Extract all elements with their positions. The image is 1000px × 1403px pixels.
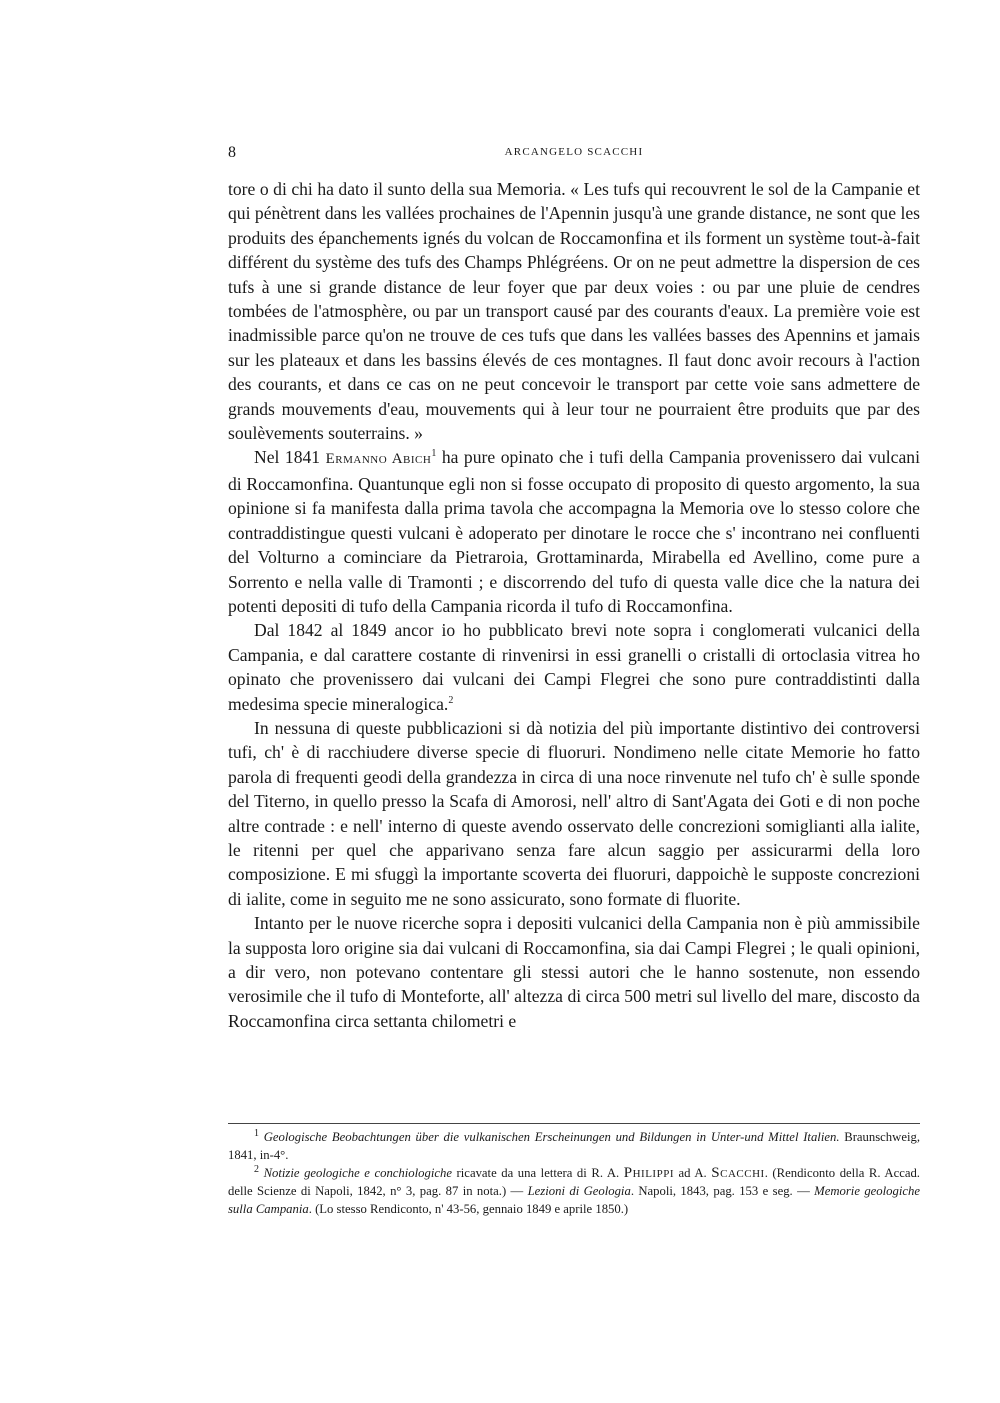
footnote-1 [228,1128,920,1164]
footnote-2-title-2: Lezioni di Geologia [527,1184,631,1198]
footnote-2 [228,1164,920,1218]
footnote-2-title-3: Memorie geologiche sulla Campania [228,1184,920,1216]
footnote-2-text-1: ricavate da una lettera di R. A. [452,1166,624,1180]
footnote-2-mark: 2 [254,1163,259,1175]
footnote-1-title: Geologische Beobachtungen über die vulkanischen Erscheinungen und Bildungen in Unter-und Mittel Italien. [263,1130,840,1144]
footnote-2-text-2: ad A. [673,1166,712,1180]
page-number: 8 [228,144,236,161]
footnote-divider [228,1123,920,1124]
paragraph-5: Intanto per le nuove ricerche sopra i depositi vulcanici della Campania non è più ammissibile la supposta loro origine sia dai vulcani di Roccamonfina, sia dai Campi Flegrei ; le quali opinioni, a dir vero, non potevano contentare gli stessi autori che le hanno sostenute, non essendo verosimile che il tufo di Monteforte, all' altezza di circa 500 metri sul livello del mare, discosto da Roccamonfina circa settanta chilometri e [228,913,920,1031]
footnotes [228,1128,920,1218]
paragraph-2-lead: Nel 1841 [254,447,326,468]
main-text [228,177,920,1033]
footnote-ref-1: 1 [431,448,437,460]
footnote-2-name-philippi: Philippi [623,1165,674,1181]
footnote-2-text-4: . Napoli, 1843, pag. 153 e seg. — [630,1184,815,1198]
footnote-2-title-1: Notizie geologiche e conchiologiche [263,1166,452,1180]
running-head: ARCANGELO SCACCHI [504,146,644,158]
paragraph-4: In nessuna di queste pubblicazioni si dà notizia del più importante distintivo dei controversi tufi, ch' è di racchiudere diverse specie di fluoruri. Nondimeno nelle citate Memorie ho fatto parola di frequenti geodi della grandezza in circa di una noce rinvenute nel tufo ch' è sulle sponde del Titerno, in quello presso la Scafa di Amorosi, nell' altro di Sant'Agata dei Goti e di non poche altre contrade : e nell' interno di queste avendo osservato delle concrezioni somiglianti alla ialite, le ritenni per quel che apparivano senza fare alcun saggio per assicurarmi della loro composizione. E mi sfuggì la importante scoverta dei fluoruri, dappoichè le supposte concrezioni di ialite, come in seguito me ne sono assicurato, sono formate di fluorite. [228,717,920,909]
paragraph-3-body: Dal 1842 al 1849 ancor io ho pubblicato brevi note sopra i conglomerati vulcanici della Campania, e dal carattere costante di rinvenirsi in essi granelli o cristalli di ortoclasia vitrea ho opinato che provenissero dai vulcani dei Campi Flegrei che sono pure contraddistinti dalla medesima specie mineralogica. [228,620,920,714]
paragraph-2-body: ha pure opinato che i tufi della Campania provenissero dai vulcani di Roccamonfina. Quantunque egli non si fosse occupato di proposito di questo argomento, la sua opinione si fa manifesta dalla prima tavola che accompagna la Memoria ove lo stesso colore che contraddistingue questi vulcani è adoperato per dinotare le rocce che s' incontrano nei confluenti del Volturno a cominciare da Pietraroia, Grottaminarda, Mirabella ed Avellino, come pure a Sorrento e nella valle di Tramonti ; e discorrendo del tufo di questa valle dice che la natura dei potenti depositi di tufo della Campania ricorda il tufo di Roccamonfina. [228,447,920,616]
paragraph-2 [228,445,920,618]
footnote-1-mark: 1 [254,1127,259,1139]
footnote-ref-2: 2 [448,694,454,706]
author-name-abich: Ermanno Abich [325,451,432,468]
footnote-1-rest: Braunschweig, 1841, in-4°. [228,1130,920,1162]
footnote-2-name-scacchi: Scacchi [711,1165,765,1181]
page-header [228,144,920,166]
footnote-2-text-3: . (Rendiconto della R. Accad. delle Scienze di Napoli, 1842, n° 3, pag. 87 in nota.) — [228,1166,920,1198]
paragraph-3 [228,618,920,716]
paragraph-1: tore o di chi ha dato il sunto della sua Memoria. « Les tufs qui recouvrent le sol de la Campanie et qui pénètrent dans les vallées prochaines de l'Apennin jusqu'à une grande distance, ne sont que les produits des épanchements ignés du volcan de Roccamonfina et ils forment un système tout-à-fait différent du système des tufs des Champs Phlégréens. Or on ne peut admettre la dispersion de ces tufs à une si grande distance de leur foyer que par deux voies : ou par une pluie de cendres tombées de l'atmosphère, ou par un transport causé par des courants d'eaux. La première voie est inadmissible parce qu'on ne trouve de ces tufs que dans les vallées basses des Apennins et jamais sur les plateaux et dans les bassins élevés de ces montagnes. Il faut donc avoir recours à l'action des courants, et dans ce cas on ne peut concevoir le transport par cette voie sans admettere de grands mouvements d'eau, mouvements qui à leur tour ne pourraient être produits que par des soulèvements souterrains. » [228,179,920,444]
footnote-2-text-5: . (Lo stesso Rendiconto, n' 43-56, gennaio 1849 e aprile 1850.) [308,1202,629,1216]
